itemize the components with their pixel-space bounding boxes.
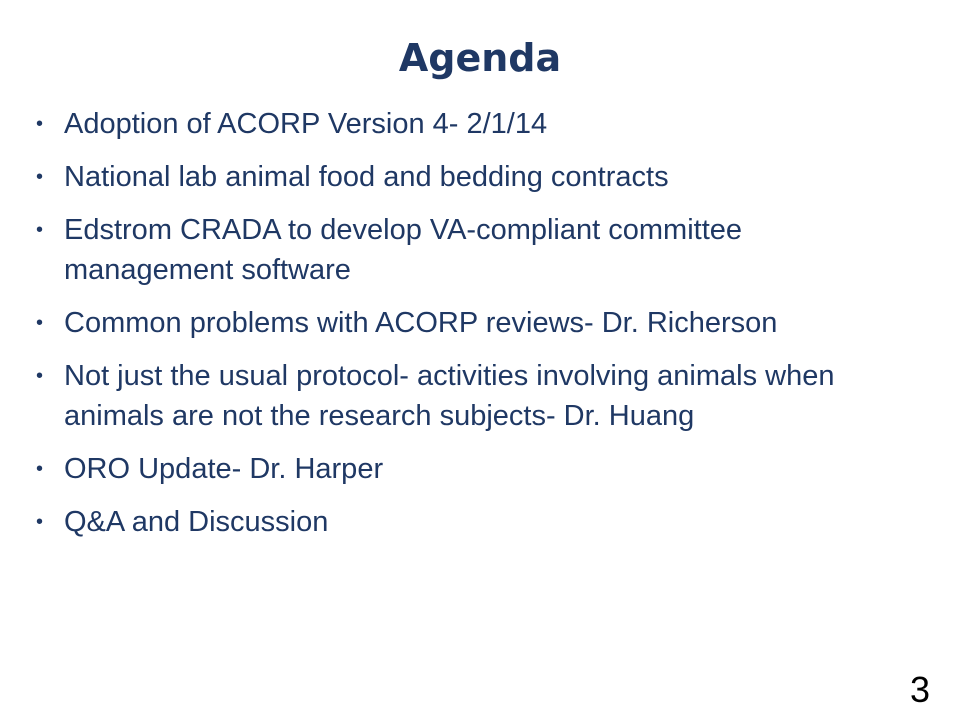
- agenda-item: [36, 210, 916, 290]
- agenda-item: [36, 104, 916, 144]
- agenda-item-text: Common problems with ACORP reviews- Dr. Richerson: [64, 307, 778, 339]
- agenda-item-text: Edstrom CRADA to develop VA-compliant committee management software: [64, 214, 743, 286]
- agenda-list: [36, 104, 916, 555]
- agenda-item: [36, 303, 916, 343]
- agenda-item: [36, 449, 916, 489]
- bullet-icon: •: [36, 458, 44, 480]
- agenda-item-text: National lab animal food and bedding contracts: [64, 161, 669, 193]
- bullet-icon: •: [36, 312, 44, 334]
- page-number: 3: [909, 669, 930, 710]
- bullet-icon: •: [36, 219, 44, 241]
- bullet-icon: •: [36, 365, 44, 387]
- agenda-item-text: Adoption of ACORP Version 4- 2/1/14: [64, 108, 548, 140]
- bullet-icon: •: [36, 113, 44, 135]
- agenda-item-text: Not just the usual protocol- activities involving animals when animals are not the research subjects- Dr. Huang: [64, 360, 835, 432]
- agenda-item: [36, 502, 916, 542]
- agenda-item: [36, 157, 916, 197]
- agenda-item-text: Q&A and Discussion: [64, 506, 329, 538]
- bullet-icon: •: [36, 166, 44, 188]
- agenda-item: [36, 356, 916, 436]
- agenda-item-text: ORO Update- Dr. Harper: [64, 453, 384, 485]
- slide-title: Agenda: [398, 36, 562, 80]
- bullet-icon: •: [36, 511, 44, 533]
